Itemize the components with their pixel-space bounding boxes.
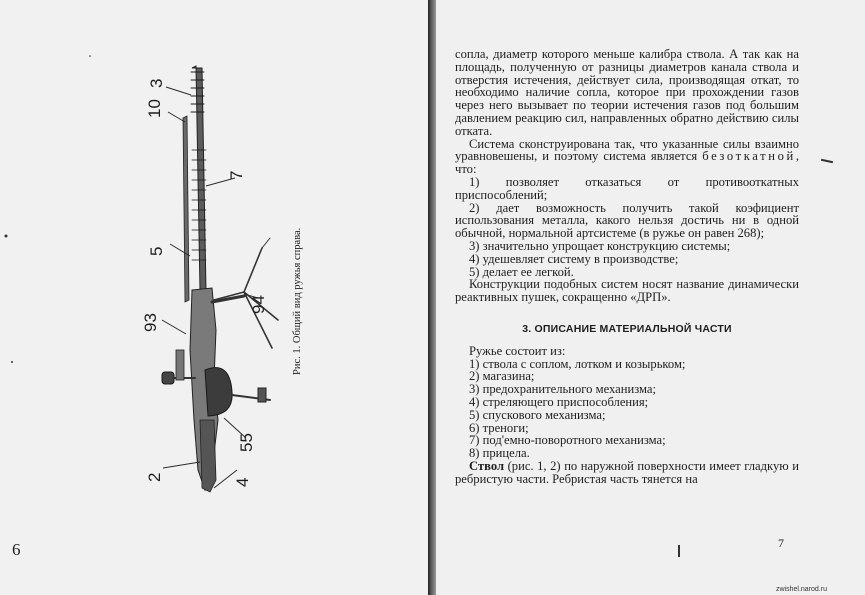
shoulder-rest: [200, 420, 216, 492]
book-gutter: [428, 0, 436, 595]
figure-caption: Рис. 1. Общий вид ружья справа.: [292, 227, 303, 375]
system-term: безоткатной: [702, 149, 796, 164]
right-page: [436, 0, 865, 595]
callout-3: 3: [147, 78, 166, 88]
component-item: 1) ствола с соплом, лотком и козырьком;: [469, 356, 686, 371]
component-item: 3) предохранительного механизма;: [469, 382, 656, 397]
callout-94: 94: [249, 295, 268, 314]
system-tail: , что:: [455, 149, 799, 177]
paper-mark: [821, 159, 833, 163]
page-number-right: 7: [778, 536, 784, 550]
barrel-rail: [183, 116, 189, 302]
text-paragraph: сопла, диаметр которого меньше калибра ствола. А так как на площадь, полученную от разницы диаметров канала ствола и отверстия истечения, действует сила, производящая откат, то необходимо наличие сопла, которое при прохождении газов через него вызывает по теории истечения газов под большим давлением реакцию сил, направленных обратно действию силы отката.: [455, 47, 799, 138]
callout-7: 7: [227, 170, 246, 180]
section-heading: 3. ОПИСАНИЕ МАТЕРИАЛЬНОЙ ЧАСТИ: [522, 322, 732, 335]
component-item: 8) прицела.: [469, 446, 530, 461]
watermark: zwishel.narod.ru: [776, 586, 827, 593]
advantage-item: 2) дает возможность получить такой коэфициент использования металла, какого нельзя достичь ни в одной обычной, нормальной артсистеме (в ружье он равен 268);: [455, 200, 799, 241]
paper-mark: [678, 545, 680, 557]
components-intro: Ружье состоит из:: [469, 343, 566, 358]
barrel-term: Ствол: [469, 458, 505, 473]
right-page-text: [455, 48, 799, 486]
magazine: [205, 368, 232, 416]
component-item: 4) стреляющего приспособления;: [469, 394, 649, 409]
rifle-figure: [0, 0, 428, 595]
advantage-item: 5) делает ее легкой.: [469, 264, 574, 279]
barrel-text: (рис. 1, 2) по наружной поверхности имеет гладкую и ребристую части. Ребристая часть тянется на: [455, 458, 799, 486]
left-page: [0, 0, 428, 595]
advantage-item: 3) значительно упрощает конструкцию системы;: [469, 238, 731, 253]
callout-5: 5: [147, 246, 166, 256]
component-item: 6) треноги;: [469, 420, 529, 435]
barrel: [192, 66, 206, 292]
callout-93: 93: [141, 313, 160, 332]
conclusion-paragraph: Конструкции подобных систем носят название динамически реактивных пушек, сокращенно «ДРП».: [455, 277, 799, 305]
component-item: 2) магазина;: [469, 369, 535, 384]
callout-55: 55: [237, 433, 256, 452]
component-item: 7) под'емно-поворотного механизма;: [469, 433, 666, 448]
advantage-item: 4) удешевляет систему в производстве;: [469, 251, 679, 266]
callout-4: 4: [233, 477, 252, 487]
callout-10: 10: [145, 99, 164, 118]
page-number-left: 6: [12, 540, 21, 559]
barrel-paragraph: [455, 460, 799, 486]
callout-2: 2: [145, 472, 164, 482]
component-item: 5) спускового механизма;: [469, 407, 606, 422]
system-intro: Система сконструирована так, что указанные силы взаимно уравновешены, и поэтому система является: [455, 136, 799, 164]
tripod: [214, 248, 278, 348]
system-paragraph: [455, 138, 799, 176]
advantage-item: 1) позволяет отказаться от противооткатных приспособлений;: [455, 174, 799, 202]
